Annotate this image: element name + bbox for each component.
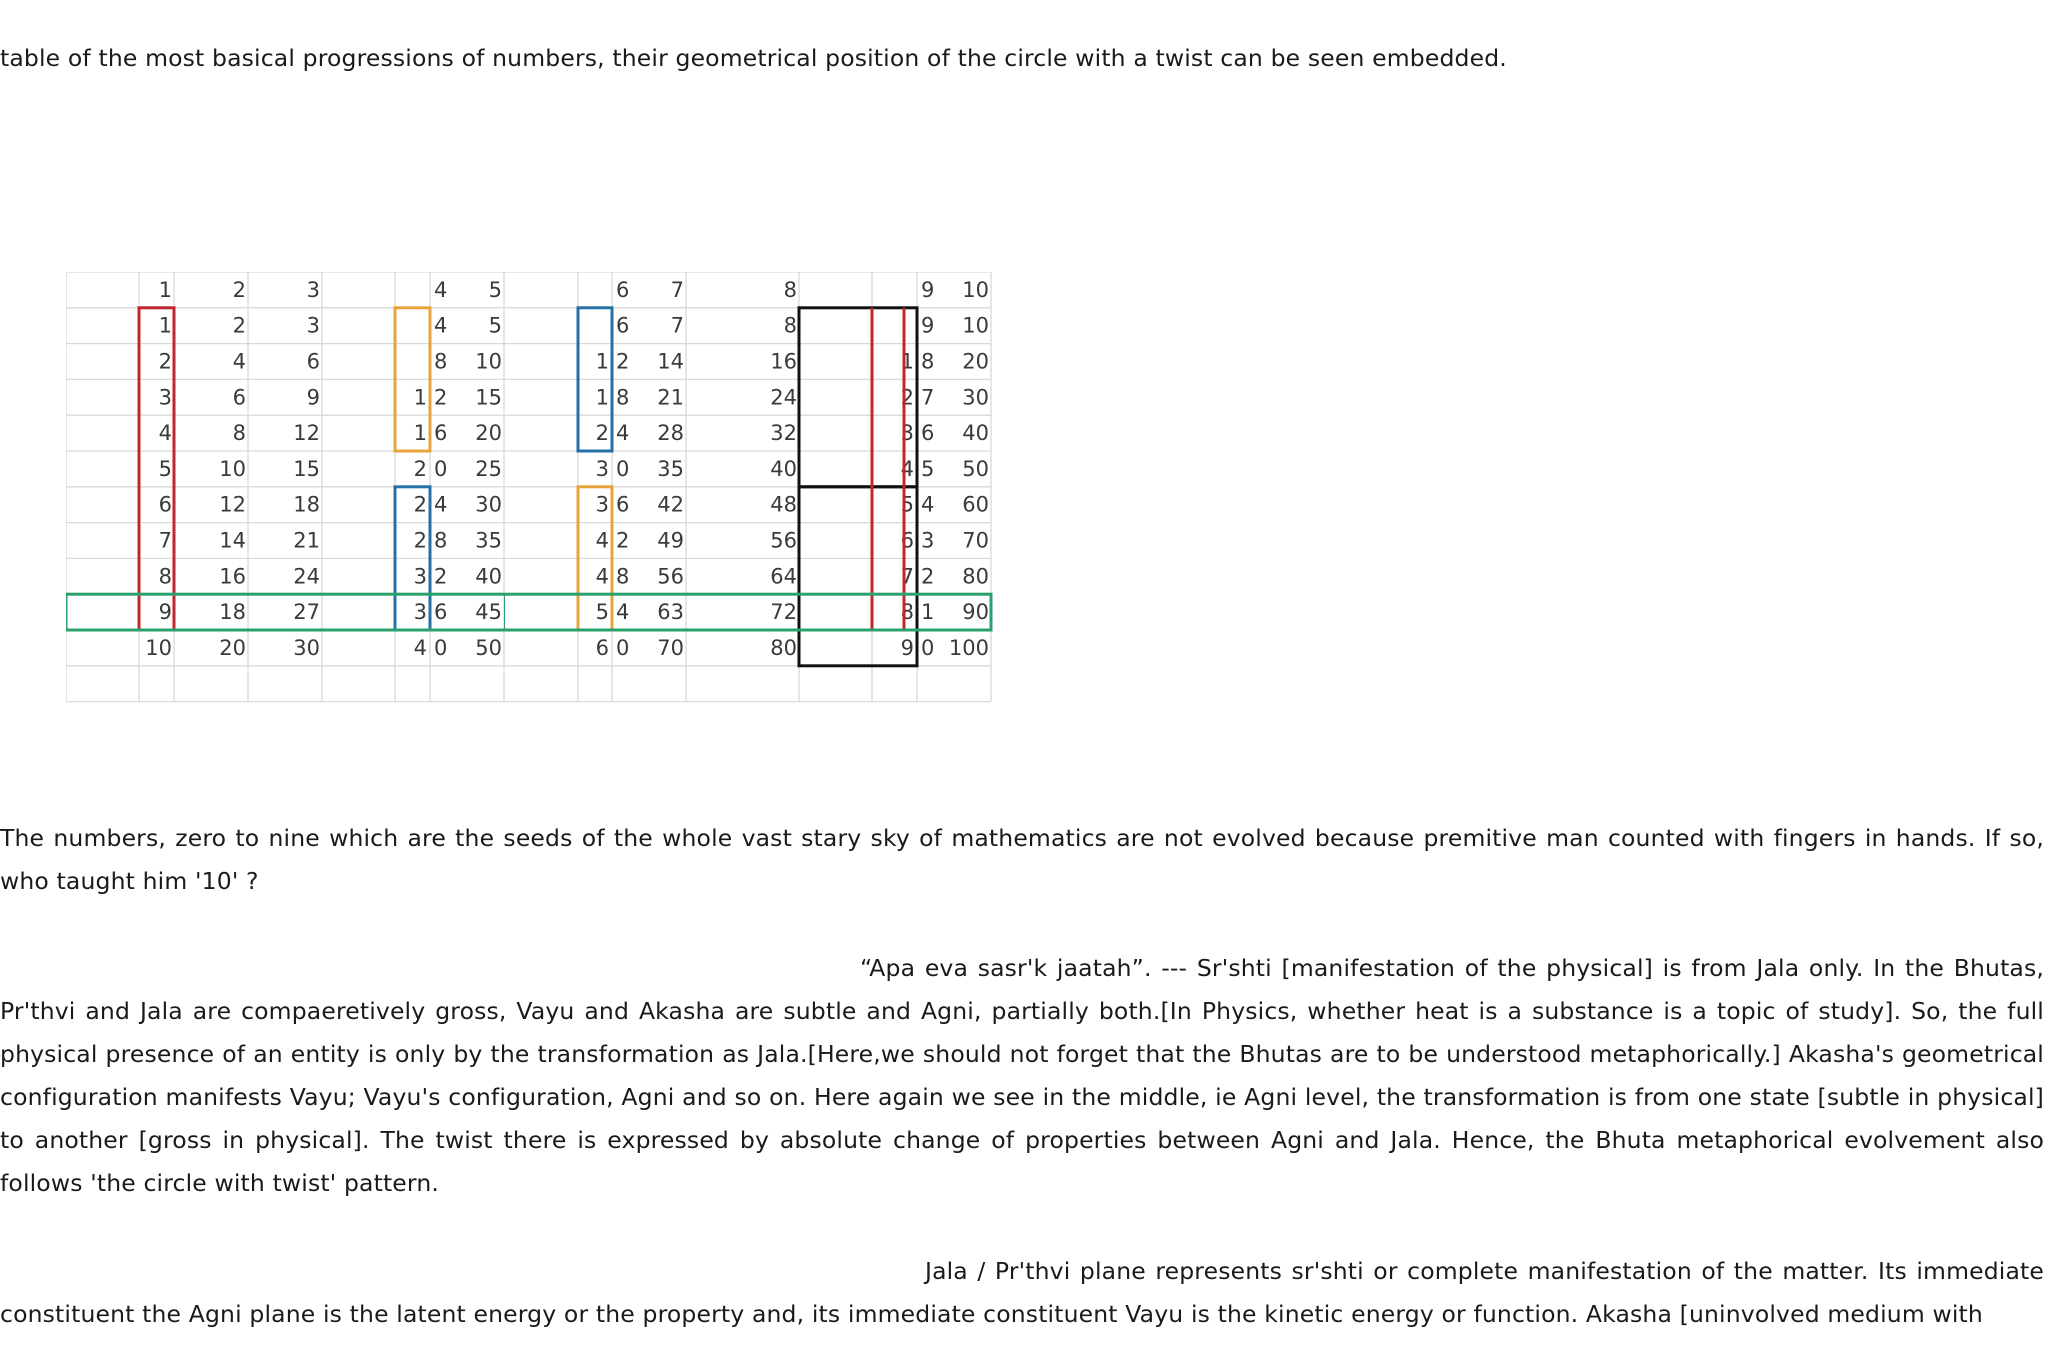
table-cell: 9 (158, 600, 172, 625)
table-cell: 49 (657, 528, 684, 553)
black-box-bottom (799, 487, 917, 666)
table-cell: 4 (434, 277, 448, 302)
table-cell: 4 (434, 313, 448, 338)
table-cell: 1 (158, 313, 172, 338)
table-cell: 6 (616, 313, 630, 338)
table-cell-tens: 2 (595, 421, 609, 446)
table-cell: 42 (657, 492, 684, 517)
table-cell: 30 (293, 635, 320, 660)
table-cell: 40 (475, 564, 502, 589)
table-cell: 6 (232, 385, 246, 410)
table-cell: 4 (232, 349, 246, 374)
table-cell: 2 (232, 313, 246, 338)
table-cell: 24 (770, 385, 797, 410)
table-cell: 6 (616, 277, 630, 302)
table-cell-tens: 1 (595, 385, 609, 410)
table-cell-ones: 2 (921, 564, 935, 589)
table-cell: 56 (657, 564, 684, 589)
table-cell: 16 (770, 349, 797, 374)
table-cell-ones: 2 (434, 564, 448, 589)
table-cell-tens: 4 (595, 528, 609, 553)
green-divider (504, 594, 505, 630)
table-cell-tens: 1 (900, 349, 914, 374)
table-cell: 8 (158, 564, 172, 589)
table-cell: 40 (962, 421, 989, 446)
intro-paragraph: table of the most basical progressions of numbers, their geometrical position of the circle with a twist can be seen embedded. (0, 44, 1507, 72)
table-cell-ones: 6 (921, 421, 935, 446)
table-cell: 9 (921, 313, 935, 338)
table-cell: 100 (948, 635, 989, 660)
table-cell: 6 (158, 492, 172, 517)
table-cell: 40 (770, 456, 797, 481)
table-cell-tens: 5 (595, 600, 609, 625)
table-cell: 56 (770, 528, 797, 553)
table-cell-ones: 3 (921, 528, 935, 553)
table-cell-tens: 5 (900, 492, 914, 517)
table-cell-ones: 8 (921, 349, 935, 374)
table-cell-tens: 1 (413, 421, 427, 446)
table-cell: 35 (657, 456, 684, 481)
green-row-nine (66, 594, 991, 630)
table-cell: 60 (962, 492, 989, 517)
table-cell-tens: 1 (595, 349, 609, 374)
table-cell: 4 (158, 421, 172, 446)
table-cell: 16 (219, 564, 246, 589)
table-cell-tens: 4 (413, 635, 427, 660)
table-cell-tens: 4 (595, 564, 609, 589)
black-box-top (799, 308, 917, 487)
table-cell: 90 (962, 600, 989, 625)
table-cell: 12 (219, 492, 246, 517)
table-cell-tens: 6 (900, 528, 914, 553)
table-cell: 5 (488, 277, 502, 302)
table-cell: 24 (293, 564, 320, 589)
table-cell: 8 (232, 421, 246, 446)
table-cell: 7 (670, 313, 684, 338)
table-cell: 18 (219, 600, 246, 625)
table-cell: 14 (657, 349, 684, 374)
table-cell: 27 (293, 600, 320, 625)
table-cell: 32 (770, 421, 797, 446)
table-cell: 5 (158, 456, 172, 481)
table-cell-ones: 6 (434, 421, 448, 446)
table-cell-tens: 7 (900, 564, 914, 589)
table-cell-tens: 9 (900, 635, 914, 660)
table-cell-ones: 8 (434, 528, 448, 553)
table-cell-ones: 8 (616, 564, 630, 589)
table-cell: 5 (488, 313, 502, 338)
table-cell: 63 (657, 600, 684, 625)
table-cell: 30 (475, 492, 502, 517)
table-cell-ones: 0 (434, 635, 448, 660)
table-cell-ones: 2 (616, 528, 630, 553)
table-cell: 18 (293, 492, 320, 517)
table-cell-ones: 5 (921, 456, 935, 481)
table-cell: 8 (783, 313, 797, 338)
table-cell: 48 (770, 492, 797, 517)
table-cell-tens: 3 (595, 456, 609, 481)
table-cell: 10 (219, 456, 246, 481)
table-cell: 72 (770, 600, 797, 625)
table-cell-tens: 3 (900, 421, 914, 446)
table-cell: 45 (475, 600, 502, 625)
table-cell: 8 (783, 277, 797, 302)
table-cell: 15 (475, 385, 502, 410)
table-cell: 9 (921, 277, 935, 302)
table-cell-ones: 0 (616, 635, 630, 660)
table-cell-ones: 4 (921, 492, 935, 517)
table-cell-tens: 2 (413, 528, 427, 553)
table-cell-ones: 4 (434, 492, 448, 517)
table-cell: 2 (232, 277, 246, 302)
table-cell: 14 (219, 528, 246, 553)
table-cell-ones: 8 (616, 385, 630, 410)
table-cell: 20 (475, 421, 502, 446)
table-cell: 10 (962, 313, 989, 338)
table-cell-tens: 2 (413, 456, 427, 481)
table-cell: 50 (962, 456, 989, 481)
table-cell: 3 (306, 313, 320, 338)
table-cell: 70 (657, 635, 684, 660)
table-cell: 7 (158, 528, 172, 553)
table-cell-ones: 0 (434, 456, 448, 481)
table-cell-ones: 4 (616, 600, 630, 625)
table-numbers (145, 278, 989, 660)
table-cell: 30 (962, 385, 989, 410)
table-cell-tens: 6 (595, 635, 609, 660)
table-cell: 6 (306, 349, 320, 374)
table-cell: 3 (158, 385, 172, 410)
table-cell: 25 (475, 456, 502, 481)
table-cell: 9 (306, 385, 320, 410)
table-cell: 2 (158, 349, 172, 374)
table-cell-tens: 2 (900, 385, 914, 410)
table-cell: 12 (293, 421, 320, 446)
table-cell: 70 (962, 528, 989, 553)
table-cell: 10 (475, 349, 502, 374)
table-cell-tens: 8 (900, 600, 914, 625)
table-cell-tens: 3 (413, 564, 427, 589)
table-cell-ones: 7 (921, 385, 935, 410)
table-cell: 80 (770, 635, 797, 660)
table-cell-ones: 6 (616, 492, 630, 517)
table-cell-tens: 4 (900, 456, 914, 481)
table-cell-ones: 1 (921, 600, 935, 625)
table-cell-tens: 3 (595, 492, 609, 517)
table-cell: 21 (293, 528, 320, 553)
table-cell: 3 (306, 277, 320, 302)
table-cell: 1 (158, 277, 172, 302)
table-cell: 20 (219, 635, 246, 660)
table-cell: 21 (657, 385, 684, 410)
table-cell: 8 (434, 349, 448, 374)
table-cell: 50 (475, 635, 502, 660)
table-cell-tens: 1 (413, 385, 427, 410)
table-cell-tens: 3 (413, 600, 427, 625)
table-cell: 35 (475, 528, 502, 553)
multiplication-table-figure (66, 272, 994, 712)
table-cell: 7 (670, 277, 684, 302)
table-cell: 20 (962, 349, 989, 374)
table-cell-ones: 6 (434, 600, 448, 625)
table-cell: 80 (962, 564, 989, 589)
table-cell: 15 (293, 456, 320, 481)
seeds-paragraph: The numbers, zero to nine which are the seeds of the whole vast stary sky of mathematics are not evolved because premitive man counted with fingers in hands. If so, who taught him '10' ? (0, 824, 2044, 895)
table-cell-ones: 0 (921, 635, 935, 660)
table-cell: 64 (770, 564, 797, 589)
table-cell: 28 (657, 421, 684, 446)
table-cell: 10 (145, 635, 172, 660)
table-cell: 10 (962, 277, 989, 302)
table-cell-ones: 2 (434, 385, 448, 410)
table-cell-ones: 0 (616, 456, 630, 481)
jala-paragraph: Jala / Pr'thvi plane represents sr'shti or complete manifestation of the matter. Its immediate constituent the Agni plane is the latent energy or the property and, its immediate constituent Vayu is the kinetic energy or function. Akasha [uninvolved medium with (0, 1257, 2044, 1328)
table-cell-ones: 2 (616, 349, 630, 374)
table-cell-tens: 2 (413, 492, 427, 517)
apa-paragraph: “Apa eva sasr'k jaatah”. --- Sr'shti [manifestation of the physical] is from Jala only. In the Bhutas, Pr'thvi and Jala are compaеretively gross, Vayu and Akasha are subtle and Agni, partially both.[In Physics, whether heat is a substance is a topic of study]. So, the full physical presence of an entity is only by the transformation as Jala.[Here,we should not forget that the Bhutas are to be understood metaphorically.] Akasha's geometrical configuration manifests Vayu; Vayu's configuration, Agni and so on. Here again we see in the middle, ie Agni level, the transformation is from one state [subtle in physical] to another [gross in physical]. The twist there is expressed by absolute change of properties between Agni and Jala. Hence, the Bhuta metaphorical evolvement also follows 'the circle with twist' pattern. (0, 954, 2044, 1197)
table-cell-ones: 4 (616, 421, 630, 446)
